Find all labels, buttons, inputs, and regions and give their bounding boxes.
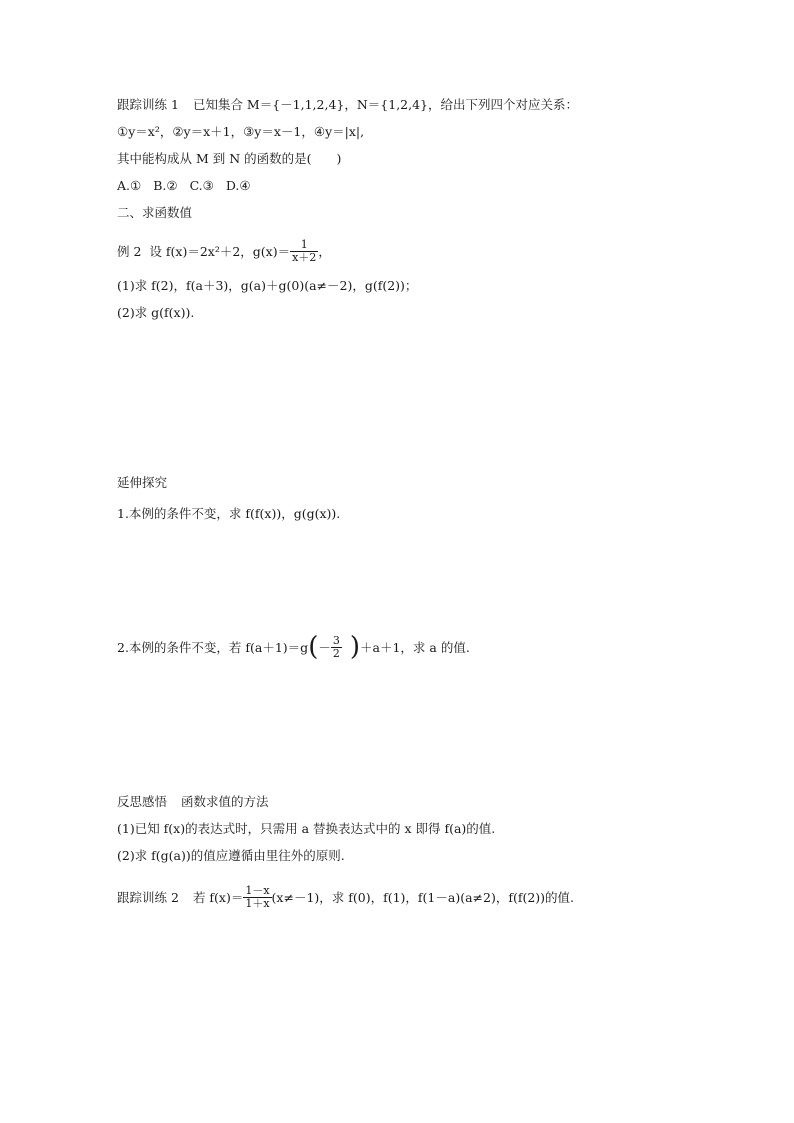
practice-2-tail: (x≠－1)，求 f(0)，f(1)，f(1－a)(a≠2)，f(f(2))的值. (271, 890, 575, 905)
extension-question-2 (117, 631, 470, 662)
example-2-part-2: (2)求 g(f(x)). (117, 305, 195, 320)
extension-heading: 延伸探究 (117, 475, 168, 490)
practice-1-options (117, 178, 251, 194)
extension-q2-tail: ＋a＋1，求 a 的值. (360, 640, 470, 655)
reflection-heading (117, 794, 269, 810)
fraction-denominator: 1＋x (245, 897, 270, 910)
practice-2-question (117, 886, 574, 911)
practice-1-question (117, 97, 578, 113)
practice-1-label: 跟踪训练 1 (117, 97, 179, 112)
extension-q2-text: 2.本例的条件不变，若 f(a＋1)＝g (117, 640, 309, 655)
left-paren: ( (308, 631, 319, 662)
example-2-comma: ， (318, 244, 331, 259)
fraction-numerator: 1－x (245, 884, 270, 897)
fraction-numerator: 3 (332, 634, 340, 647)
practice-1-text: 已知集合 M＝{－1,1,2,4}，N＝{1,2,4}，给出下列四个对应关系： (192, 97, 578, 112)
reflection-point-1: (1)已知 f(x)的表达式时，只需用 a 替换表达式中的 x 即得 f(a)的值. (117, 821, 496, 836)
section-2-heading: 二、求函数值 (117, 205, 193, 220)
right-paren: ) (349, 631, 361, 662)
option-b: B.② (153, 178, 178, 193)
example-2-statement (117, 240, 331, 265)
practice-1-ask: 其中能构成从 M 到 N 的函数的是( ) (117, 151, 342, 166)
option-c: C.③ (189, 178, 214, 193)
option-a: A.① (117, 178, 142, 193)
example-2-fraction (290, 239, 318, 264)
minus-sign: － (318, 640, 331, 655)
example-2-part-1: (1)求 f(2)，f(a＋3)，g(a)＋g(0)(a≠－2)，g(f(2))； (117, 278, 418, 293)
reflection-label: 反思感悟 (117, 794, 168, 809)
extension-fraction (331, 635, 342, 660)
reflection-title: 函数求值的方法 (181, 794, 269, 809)
fraction-numerator: 1 (300, 238, 308, 251)
example-2-text: 设 f(x)＝2x²＋2，g(x)＝ (149, 244, 291, 259)
practice-2-label: 跟踪训练 2 (117, 890, 179, 905)
fraction-denominator: x＋2 (292, 251, 317, 264)
practice-2-text: 若 f(x)＝ (192, 890, 244, 905)
extension-question-1: 1.本例的条件不变，求 f(f(x))，g(g(x)). (117, 506, 341, 521)
practice-2-fraction (243, 885, 271, 910)
option-d: D.④ (225, 178, 251, 193)
practice-1-relations: ①y＝x²，②y＝x＋1，③y＝x－1，④y＝|x|, (117, 124, 365, 139)
fraction-denominator: 2 (332, 647, 340, 660)
example-2-label: 例 2 (117, 244, 142, 259)
reflection-point-2: (2)求 f(g(a))的值应遵循由里往外的原则. (117, 848, 345, 863)
